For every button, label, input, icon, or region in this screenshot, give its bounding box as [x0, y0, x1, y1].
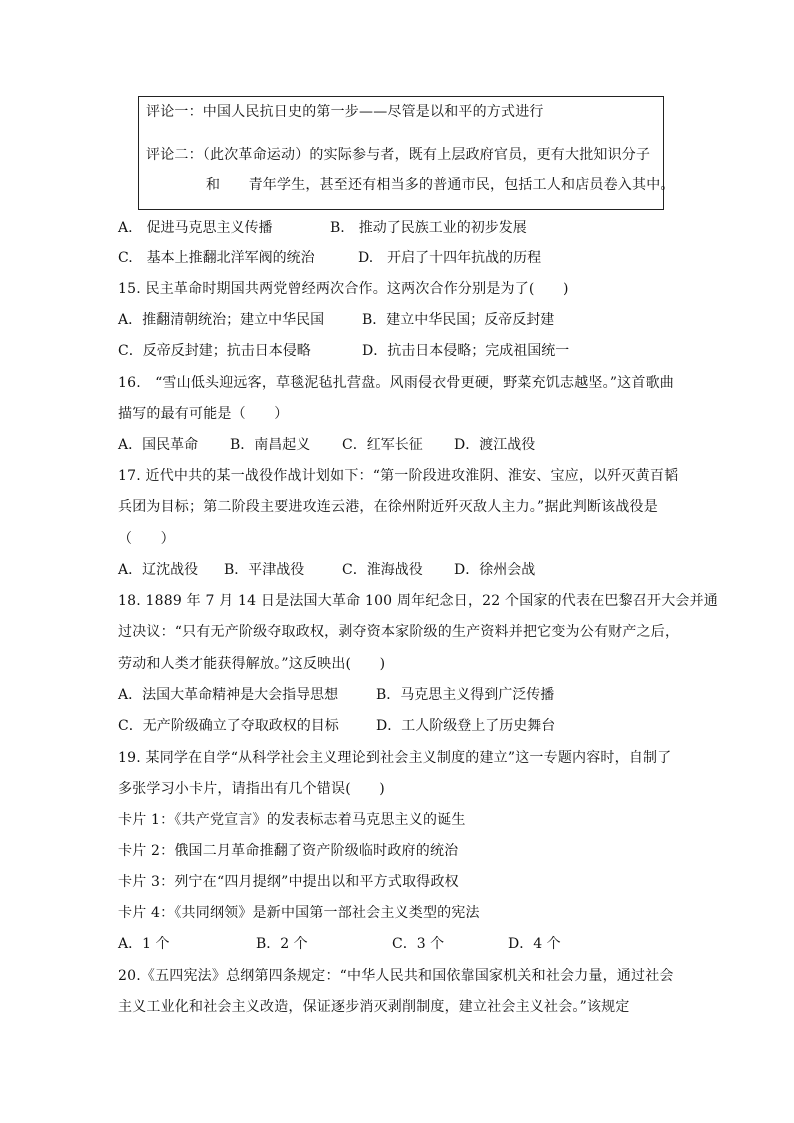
q16-option-d[interactable]: D．渡江战役	[454, 437, 536, 453]
q19-stem-line-2: 多张学习小卡片，请指出有几个错误( )	[118, 781, 385, 797]
q16-option-c[interactable]: C．红军长征	[342, 437, 423, 453]
q17-stem-line-1: 17. 近代中共的某一战役作战计划如下：“第一阶段进攻淮阴、淮安、宝应，以歼灭黄百韬	[118, 468, 679, 484]
comment-line-3: 和 青年学生，甚至还有相当多的普通市民，包括工人和店员卷入其中。	[206, 177, 675, 193]
q18-option-b[interactable]: B．马克思主义得到广泛传播	[376, 687, 555, 703]
q15-option-a[interactable]: A．推翻清朝统治；建立中华民国	[118, 312, 325, 328]
q17-option-a[interactable]: A．辽沈战役	[118, 562, 199, 578]
q20-stem-line-1: 20.《五四宪法》总纲第四条规定：“中华人民共和国依靠国家机关和社会力量，通过社会	[118, 968, 674, 984]
q16-stem-line-2: 描写的最有可能是（ ）	[118, 406, 289, 422]
q19-option-c[interactable]: C．3 个	[392, 936, 445, 952]
q18-stem-line-3: 劳动和人类才能获得解放。”这反映出( )	[118, 656, 386, 672]
q17-option-b[interactable]: B．平津战役	[224, 562, 305, 578]
q14-option-c[interactable]: C. 基本上推翻北洋军阀的统治	[118, 250, 315, 266]
q20-stem-line-2: 主义工业化和社会主义改造，保证逐步消灭剥削制度，建立社会主义社会。”该规定	[118, 999, 630, 1015]
q19-option-b[interactable]: B．2 个	[256, 936, 308, 952]
q17-stem-line-2: 兵团为目标；第二阶段主要进攻连云港，在徐州附近歼灭敌人主力。”据此判断该战役是	[118, 499, 658, 515]
q18-option-a[interactable]: A．法国大革命精神是大会指导思想	[118, 687, 339, 703]
q19-card-1: 卡片 1：《共产党宣言》的发表标志着马克思主义的诞生	[118, 812, 466, 828]
q16-stem-line-1: 16. “雪山低头迎远客，草毯泥毡扎营盘。风雨侵衣骨更硬，野菜充饥志越坚。”这首歌曲	[118, 375, 674, 391]
q16-option-b[interactable]: B．南昌起义	[230, 437, 311, 453]
q19-card-2: 卡片 2：俄国二月革命推翻了资产阶级临时政府的统治	[118, 843, 459, 859]
q15-option-c[interactable]: C．反帝反封建；抗击日本侵略	[118, 343, 311, 359]
q19-option-a[interactable]: A．1 个	[118, 936, 170, 952]
q19-card-3: 卡片 3：列宁在“四月提纲”中提出以和平方式取得政权	[118, 874, 459, 890]
q18-stem-line-1: 18. 1889 年 7 月 14 日是法国大革命 100 周年纪念日，22 个国家的代表在巴黎召开大会并通	[118, 593, 719, 609]
q19-stem-line-1: 19. 某同学在自学“从科学社会主义理论到社会主义制度的建立”这一专题内容时，自制了	[118, 750, 672, 766]
q14-option-d[interactable]: D. 开启了十四年抗战的历程	[358, 250, 542, 266]
q18-option-d[interactable]: D．工人阶级登上了历史舞台	[376, 718, 556, 734]
q17-stem-line-3: （ ）	[118, 531, 175, 547]
q15-option-d[interactable]: D．抗击日本侵略；完成祖国统一	[362, 343, 570, 359]
q19-option-d[interactable]: D．4 个	[508, 936, 561, 952]
q18-stem-line-2: 过决议：“只有无产阶级夺取政权，剥夺资本家阶级的生产资料并把它变为公有财产之后，	[118, 624, 680, 640]
comment-line-1: 评论一：中国人民抗日史的第一步——尽管是以和平的方式进行	[146, 104, 544, 120]
q14-option-b[interactable]: B. 推动了民族工业的初步发展	[330, 220, 527, 236]
q19-card-4: 卡片 4：《共同纲领》是新中国第一部社会主义类型的宪法	[118, 905, 480, 921]
q17-option-d[interactable]: D．徐州会战	[454, 562, 536, 578]
q14-option-a[interactable]: A. 促进马克思主义传播	[118, 220, 273, 236]
q15-stem: 15. 民主革命时期国共两党曾经两次合作。这两次合作分别是为了( )	[118, 281, 569, 297]
q16-option-a[interactable]: A．国民革命	[118, 437, 199, 453]
q17-option-c[interactable]: C．淮海战役	[342, 562, 423, 578]
comment-line-2: 评论二：（此次革命运动）的实际参与者，既有上层政府官员，更有大批知识分子	[146, 147, 651, 163]
q15-option-b[interactable]: B．建立中华民国；反帝反封建	[362, 312, 555, 328]
q18-option-c[interactable]: C．无产阶级确立了夺取政权的目标	[118, 718, 339, 734]
